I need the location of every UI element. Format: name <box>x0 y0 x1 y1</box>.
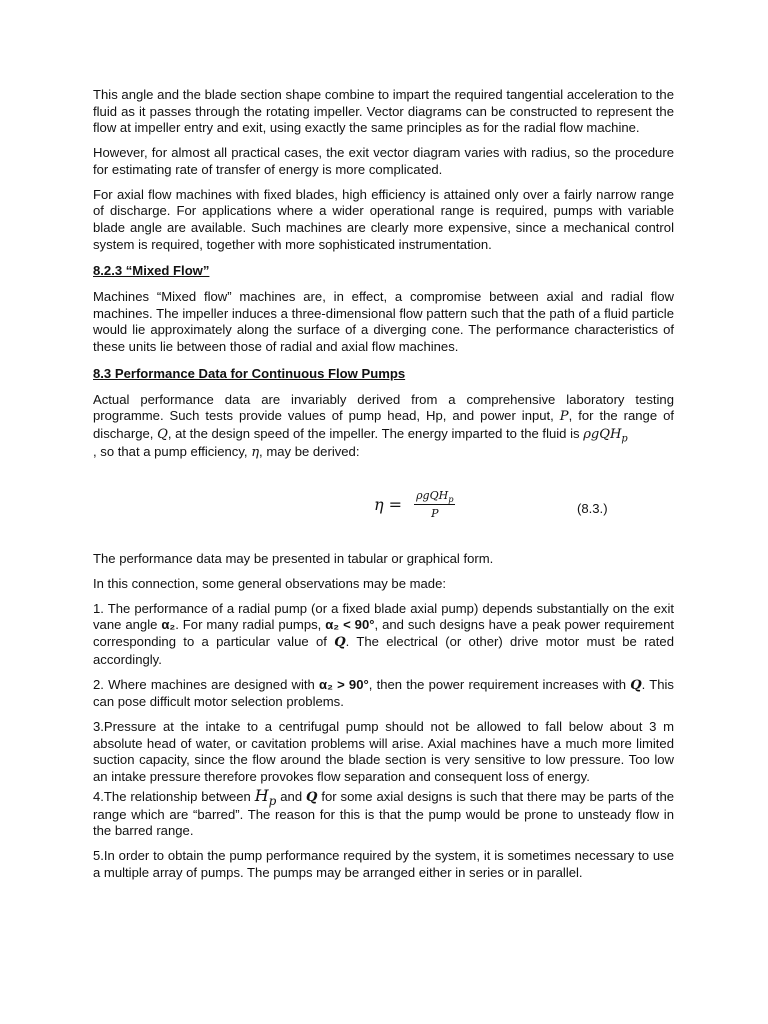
paragraph-mixed-flow: Machines “Mixed flow” machines are, in effect, a compromise between axial and radial flow machines. The impeller induces a three-dimensional flow pattern such that the path of a fluid particle would lie approximately along the surface of a diverging cone. The performance characteristics of these units lie between those of radial and axial flow machines. <box>93 289 674 355</box>
equation-lhs: η = <box>374 495 403 515</box>
symbol-discharge: Q <box>334 635 346 651</box>
text-segment: 2. Where machines are designed with <box>93 676 320 692</box>
text-segment: , may be derived: <box>259 443 360 459</box>
equation-row <box>93 489 674 543</box>
text-segment: . This can pose difficult motor selection problems. <box>93 676 674 710</box>
heading-mixed-flow: 8.2.3 “Mixed Flow” <box>93 263 210 279</box>
paragraph-performance-data <box>93 392 674 462</box>
symbol-head-main: H <box>254 785 269 805</box>
paragraph-observations: In this connection, some general observations may be made: <box>93 576 447 592</box>
text-segment: and <box>276 788 307 804</box>
observation-2 <box>93 677 674 711</box>
symbol-discharge: Q <box>157 426 168 442</box>
paragraph-exit-vector: However, for almost all practical cases, the exit vector diagram varies with radius, so the procedure for estimating rate of transfer of energy is more complicated. <box>93 145 674 177</box>
symbol-alpha2-gt90: α₂ > 90° <box>319 676 369 692</box>
efficiency-equation <box>374 489 455 520</box>
symbol-alpha2: α₂ <box>161 617 176 633</box>
symbol-power: P <box>559 409 569 425</box>
equation-number: (8.3.) <box>577 501 608 517</box>
symbol-energy-sub: p <box>621 433 628 445</box>
symbol-energy-main: ρgQH <box>583 426 622 442</box>
text-segment: for some axial designs is such that there may be parts of the range which are “barred”. The reason for this is that the pump would be prone to unsteady flow in the barred range. <box>93 788 675 839</box>
equation-fraction <box>414 489 455 520</box>
symbol-efficiency: η <box>251 444 260 460</box>
symbol-head-sub: p <box>268 793 277 808</box>
observation-1 <box>93 601 674 669</box>
text-segment: , at the design speed of the impeller. The energy imparted to the fluid is <box>167 425 584 441</box>
symbol-discharge: Q <box>630 677 642 693</box>
text-segment: 4.The relationship between <box>93 788 255 804</box>
paragraph-blade-section: This angle and the blade section shape combine to impart the required tangential acceleration to the fluid as it passes through the rotating impeller. Vector diagrams can be constructed to represent the flow at impeller entry and exit, using exactly the same principles as for the radial flow machine. <box>93 87 674 136</box>
numerator-main: ρgQH <box>416 489 449 503</box>
symbol-head <box>254 785 277 808</box>
text-segment: Actual performance data are invariably derived from a comprehensive laboratory testing programme. Such tests provide values of pump head, Hp, and power input, <box>93 391 674 424</box>
paragraph-tabular: The performance data may be presented in tabular or graphical form. <box>93 551 494 567</box>
text-segment: , and such designs have a peak power requirement corresponding to a particular value of <box>93 617 674 650</box>
text-segment: 1. The performance of a radial pump (or a fixed blade axial pump) depends substantially on the exit vane angle <box>93 600 674 633</box>
equation-numerator <box>414 489 455 505</box>
heading-performance-data: 8.3 Performance Data for Continuous Flow Pumps <box>93 365 406 381</box>
observation-4 <box>93 785 675 840</box>
text-segment: , for the range of discharge, <box>93 408 674 441</box>
text-segment: . For many radial pumps, <box>175 617 326 633</box>
paragraph-fixed-blades: For axial flow machines with fixed blades, high efficiency is attained only over a fairly narrow range of discharge. For applications where a wider operational range is required, pumps with variable blade angle are available. Such machines are clearly more expensive, since a mechanical control system is required, together with more sophisticated instrumentation. <box>93 186 674 252</box>
symbol-discharge: Q <box>306 789 318 805</box>
equation-denominator: P <box>431 507 439 521</box>
observation-3: 3.Pressure at the intake to a centrifugal pump should not be allowed to fall below about 3 m absolute head of water, or cavitation problems will arise. Axial machines have a much more limited suction capacity, since the flow around the blade section is very sensitive to low pressure. Too low an intake pressure therefore provokes flow separation and consequent loss of energy. <box>93 718 674 785</box>
observation-5: 5.In order to obtain the pump performance required by the system, it is sometimes necessary to use a multiple array of pumps. The pumps may be arranged either in series or in parallel. <box>93 847 674 880</box>
symbol-alpha2-lt90: α₂ < 90° <box>325 617 375 633</box>
text-segment: , so that a pump efficiency, <box>93 443 252 459</box>
text-segment: . The electrical (or other) drive motor must be rated accordingly. <box>93 634 674 667</box>
numerator-sub: p <box>448 494 454 505</box>
text-segment: , then the power requirement increases with <box>368 676 631 692</box>
symbol-energy <box>583 426 628 445</box>
